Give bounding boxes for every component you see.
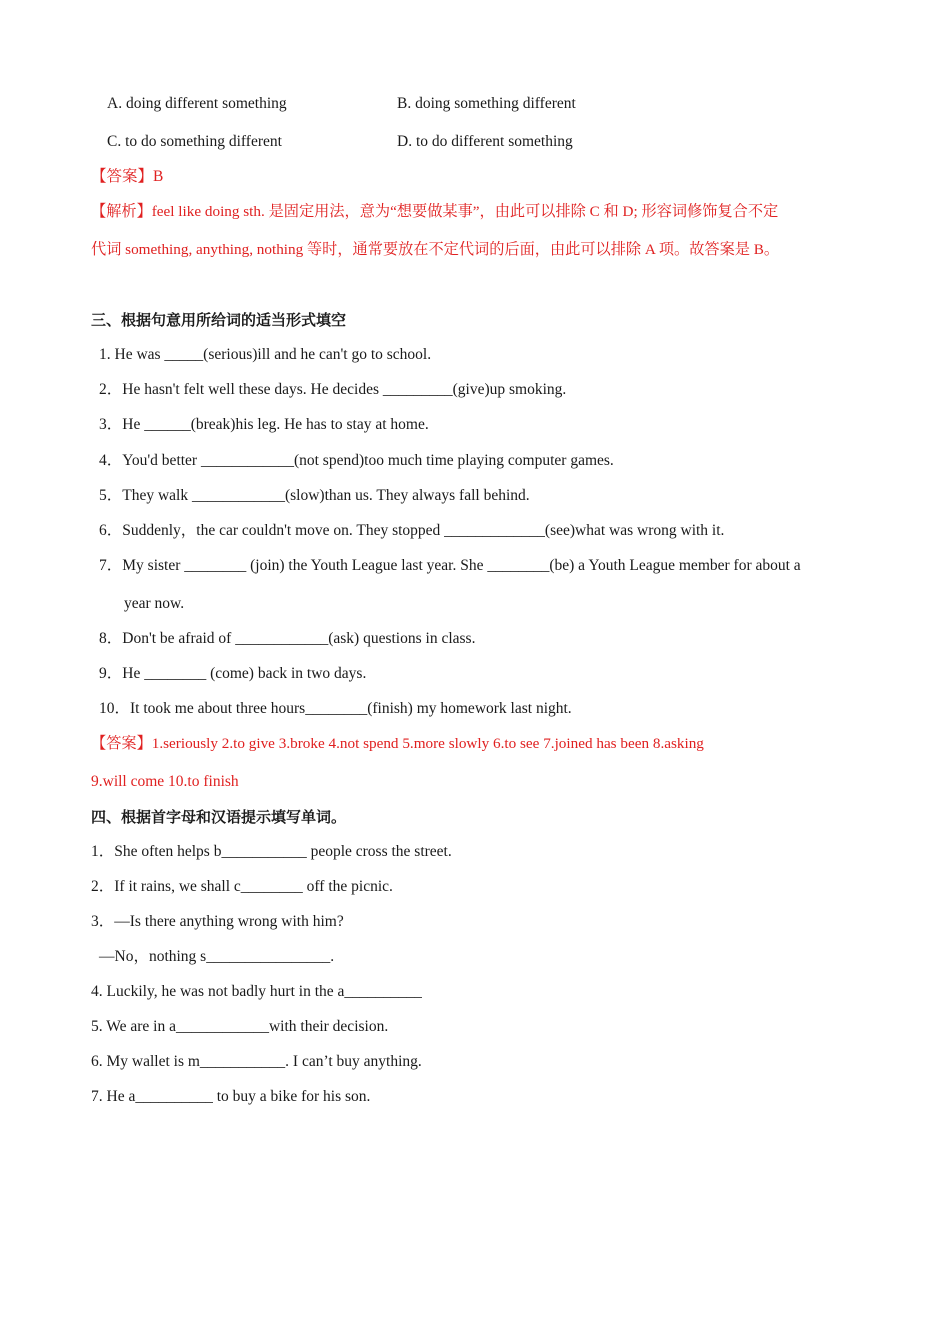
s4-item-5: 5. We are in a____________with their decision. [91, 1018, 389, 1035]
section-4-title: 四、根据首字母和汉语提示填写单词。 [91, 808, 347, 826]
s3-item-6: 6．Suddenly，the car couldn't move on. They stopped _____________(see)what was wrong with it. [99, 522, 725, 539]
s4-item-3-reply: —No，nothing s________________. [99, 948, 335, 965]
s3-item-2: 2．He hasn't felt well these days. He decides _________(give)up smoking. [99, 381, 567, 398]
option-a: A. doing different something [107, 95, 287, 112]
s3-item-1: 1. He was _____(serious)ill and he can't go to school. [99, 346, 432, 363]
s3-item-4: 4．You'd better ____________(not spend)too much time playing computer games. [99, 452, 614, 469]
s4-item-1: 1．She often helps b___________ people cross the street. [91, 843, 452, 860]
option-d: D. to do different something [397, 133, 573, 150]
s4-item-4: 4. Luckily, he was not badly hurt in the a__________ [91, 983, 422, 1000]
s3-item-9: 9．He ________ (come) back in two days. [99, 665, 367, 682]
section-3-title: 三、根据句意用所给词的适当形式填空 [91, 311, 347, 329]
option-b: B. doing something different [397, 95, 576, 112]
s3-item-5: 5．They walk ____________(slow)than us. They always fall behind. [99, 487, 530, 504]
s3-item-10: 10．It took me about three hours________(finish) my homework last night. [99, 700, 572, 717]
s3-answer-line-1: 【答案】1.seriously 2.to give 3.broke 4.not spend 5.more slowly 6.to see 7.joined has been 8.asking [91, 735, 704, 752]
analysis-line-2: 代词 something, anything, nothing 等时，通常要放在不定代词的后面，由此可以排除 A 项。故答案是 B。 [91, 241, 780, 258]
option-c: C. to do something different [107, 133, 282, 150]
prev-answer: 【答案】B [91, 168, 164, 185]
s3-item-8: 8．Don't be afraid of ____________(ask) questions in class. [99, 630, 476, 647]
s4-item-3: 3．—Is there anything wrong with him? [91, 913, 344, 930]
s4-item-6: 6. My wallet is m___________. I can’t buy anything. [91, 1053, 422, 1070]
s3-answer-line-2: 9.will come 10.to finish [91, 773, 239, 790]
s4-item-2: 2．If it rains, we shall c________ off the picnic. [91, 878, 393, 895]
analysis-line-1: 【解析】feel like doing sth. 是固定用法，意为“想要做某事”，由此可以排除 C 和 D; 形容词修饰复合不定 [91, 203, 779, 220]
s3-item-7: 7．My sister ________ (join) the Youth League last year. She ________(be) a Youth League member for about a [99, 557, 801, 574]
s4-item-7: 7. He a__________ to buy a bike for his son. [91, 1088, 371, 1105]
s3-item-3: 3．He ______(break)his leg. He has to stay at home. [99, 416, 429, 433]
s3-item-7-cont: year now. [124, 595, 185, 612]
